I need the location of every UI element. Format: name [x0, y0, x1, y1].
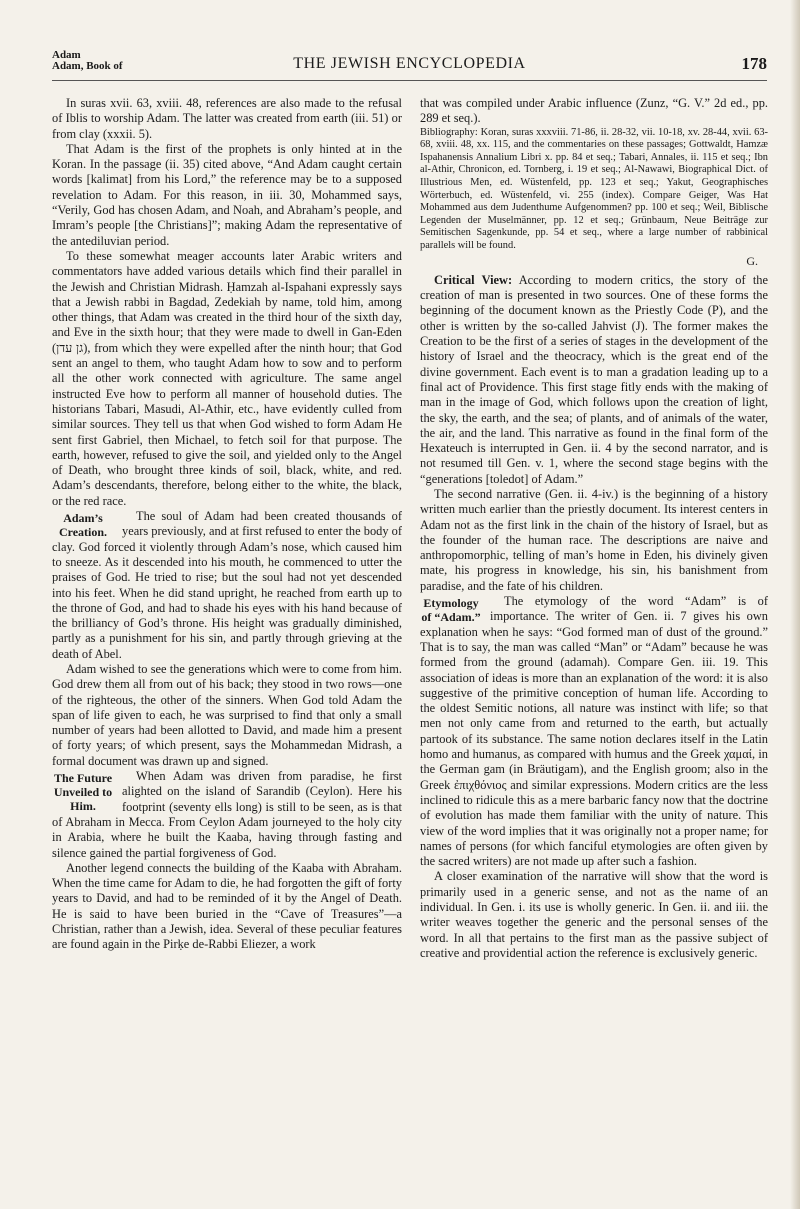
paragraph: Another legend connects the building of the Kaaba with Abraham. When the time came for Adam to die, he had forgotten the gift of forty years to David, and had to be reminded of it by the Angel of Death. He is said to have been buried in the “Cave of Treasures”—a Christian, rather than a Jewish, idea. Several of these peculiar features are found again in the Pirḳe de-Rabbi Eliezer, a work: [52, 860, 402, 952]
left-column: [52, 96, 402, 953]
paragraph: The soul of Adam had been created thousands of years previously, and at first refused to enter the body of clay. God forced it violently through Adam’s nose, which caused him to sneeze. As it descended into his mouth, he commenced to utter the praises of God. He tried to rise; but the soul had not yet descended into his feet. When he did stand upright, he reached from earth up to the throne of God, and had to shade his eyes with his hand because of the brilliancy of God’s throne. His height was gradually diminished, partly as a punishment for his sin, and partly through grieving at the death of Abel.: [52, 509, 402, 661]
running-head-line-1: Adam: [52, 49, 81, 61]
critical-view-label: Critical View:: [434, 272, 513, 287]
paragraph: Adam wished to see the generations which were to come from him. God drew them all from out of his back; they stood in two rows—one of the righteous, the other of the sinners. When God told Adam the span of life given to each, he was surprised to find that only a small number of years had been allotted to David, and made him a present of forty years; of which present, says the Mohammedan Midrash, a formal document was drawn up and signed.: [52, 661, 402, 768]
header-rule: [52, 80, 767, 81]
side-heading-adams-creation: Adam’s Creation.: [58, 511, 108, 540]
page-header: [52, 50, 767, 80]
bibliography: Bibliography: Koran, suras xxxviii. 71-86, ii. 28-32, vii. 10-18, xv. 28-44, xvii. 63-68, xviii. 48, xx. 115, and the commentaries on these passages; Gottwaldt, Hamzæ Ispahanensis Annalium Libri x. pp. 84 et seq.; Tabari, Annales, ii. 115 et seq.; Ibn al-Athir, Chronicon, ed. Tornberg, i. 19 et seq.; Al-Nawawi, Biographical Dict. of Illustrious Men, ed. Wüstenfeld, pp. 123 et seq.; Yakut, Geographisches Wörterbuch, ed. Wüstenfeld, vi. 255 (index). Compare Geiger, Was Hat Mohammed aus dem Judenthume Aufgenommen? pp. 100 et seq.; Weil, Biblische Legenden der Muselmänner, pp. 12 et seq.; Grünbaum, Neue Beiträge zur Semitischen Sagenkunde, pp. 54 et seq., where a large number of rabbinical parallels will be found.: [420, 126, 768, 251]
paragraph: The etymology of the word “Adam” is of importance. The writer of Gen. ii. 7 gives his own explanation when he says: “God formed man of dust of the ground.” That is to say, the man was called “Man” or “Adam” because he was formed from the ground (adamah). Compare Gen. iii. 19. This association of ideas is more than an explanation of the word: it is also suggestive of the primitive conception of human life. According to the oldest Semitic notions, all nature was instinct with life; so that men not only came from and returned to the earth, but actually partook of its substance. The same notion declares itself in the Latin homo and humanus, as compared with humus and the Greek χαμαί, in the German gam (in Bräutigam), and the English groom; also in the Greek ἐπιχθόνιος and similar expressions. Modern critics are the less inclined to ridicule this as a mere barbaric fancy now that the doctrine of evolution has made them familiar with the unity of nature. This view of the word implies that it was originally not a proper name; for names of persons (for which fanciful etymologies are often given by the sacred writers) are not made up after such a fashion.: [420, 594, 768, 869]
author-signature: G.: [746, 253, 758, 268]
running-head-line-2: Adam, Book of: [52, 60, 123, 72]
paragraph: A closer examination of the narrative will show that the word is primarily used in a generic sense, and not as the name of an individual. In Gen. i. its use is wholly generic. In Gen. ii. and iii. the writer weaves together the generic and the personal senses of the word. In all that pertains to the first man as the passive subject of creative and providential action the reference is exclusively generic.: [420, 869, 768, 960]
paragraph: In suras xvii. 63, xviii. 48, references are also made to the refusal of Iblis to worship Adam. The latter was created from earth (iii. 51) or from clay (xxxii. 5).: [52, 96, 402, 141]
side-heading-future-unveiled: The Future Unveiled to Him.: [53, 771, 113, 814]
paragraph: That Adam is the first of the prophets is only hinted at in the Koran. In the passage (ii. 35) cited above, “And Adam caught certain words [kalimat] from his Lord,” the reference may be to a supposed revelation to Adam. For this reason, in iii. 30, Mohammed says, “Verily, God has chosen Adam, and Noah, and Abraham’s people, and Imram’s people [the Christians]”; making Adam the representative of the antediluvian period.: [52, 141, 402, 248]
paragraph: The second narrative (Gen. ii. 4-iv.) is the beginning of a history written much earlier than the priestly document. Its interest centers in Adam not as the first link in the chain of the history of Israel, but as the founder of the human race. The descriptions are naive and anthropomorphic, telling of man’s home in Eden, his divinely given mate, his progress in knowledge, his sin, his banishment from paradise, and the fate of his children.: [420, 486, 768, 593]
page-number: 178: [741, 54, 767, 73]
critical-view-text: According to modern critics, the story of the creation of man is presented in two sources. One of these forms the beginning of the document known as the Priestly Code (P), and the other is written by the so-called Jahvist (J). The former makes the Creation to be the first of a series of stages in the development of the history of Israel and the theocracy, which is the great end of the divine government. Each event is to man a gradation leading up to a final act of Providence. This first stage fitly ends with the making of man in the image of God, which follows upon the creation of light, the sky, the earth, and the sea; of plants, and of animals of the water, the air, and the land. This narrative as found in the final form of the Hexateuch is interrupted in Gen. ii. 4 by the second narrator, and is not resumed till Gen. v. 1, where the second stage begins with the “generations [toledot] of Adam.”: [420, 272, 769, 486]
paragraph: When Adam was driven from paradise, he first alighted on the island of Sarandib (Ceylon). Here his footprint (seventy ells long) is still to be seen, as is that of Abraham in Mecca. From Ceylon Adam journeyed to the holy city in Arabia, where he built the Kaaba, having through fasting and silence gained the partial forgiveness of God.: [52, 769, 402, 860]
side-heading-etymology: Etymology of “Adam.”: [421, 596, 481, 625]
paragraph: To these somewhat meager accounts later Arabic writers and commentators have added various details which find their parallel in the Jewish and Christian Midrash. Ḥamzah al-Ispahani expressly says that a Jewish rabbi in Bagdad, Zedekiah by name, told him, among other things, that Adam was created in the third hour of the sixth day, and Eve in the sixth hour; that they were made to dwell in Gan-Eden (גן עדן), from which they were expelled after the ninth hour; that God sent an angel to them, who taught Adam how to sow and to perform all the other work connected with agriculture. The same angel instructed Eve how to perform all manner of household duties. The historians Tabari, Masudi, Al-Athir, etc., have evidently culled from similar sources. They tell us that when God wished to form Adam He sent first Gabriel, then Michael, to fetch soil for that purpose. The earth, however, refused to give the soil, and yielded only to the Angel of Death, who brought three kinds of soil, black, white, and red. Adam’s descendants, therefore, belong either to the white, the black, or the red race.: [52, 248, 402, 508]
publication-title: THE JEWISH ENCYCLOPEDIA: [293, 55, 526, 72]
page-edge-shadow: [790, 0, 800, 1209]
paragraph-critical-view: [420, 273, 768, 487]
paragraph: that was compiled under Arabic influence (Zunz, “G. V.” 2d ed., pp. 289 et seq.).: [420, 96, 768, 126]
right-column: [420, 96, 768, 961]
